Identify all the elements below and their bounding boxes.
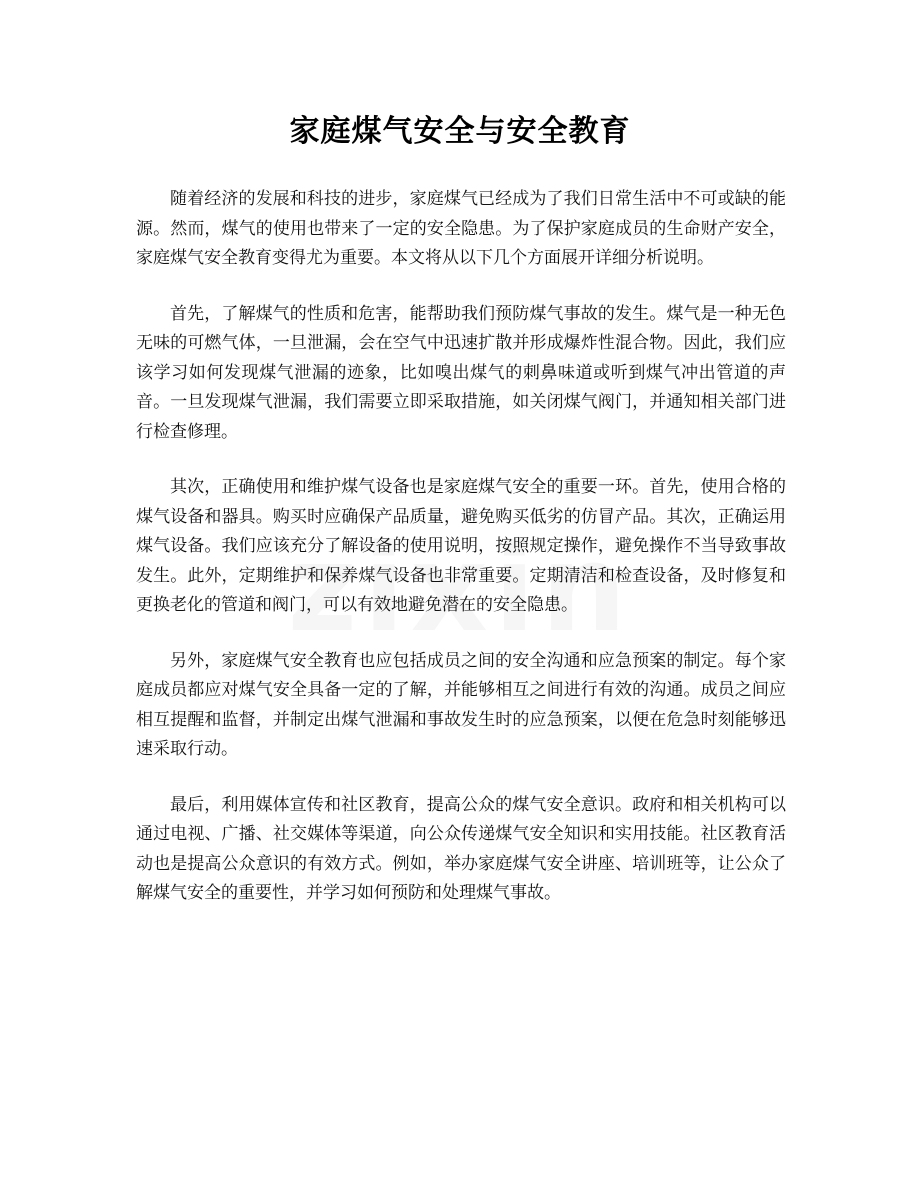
paragraph: 随着经济的发展和科技的进步，家庭煤气已经成为了我们日常生活中不可或缺的能源。然而，煤气的使用也带来了一定的安全隐患。为了保护家庭成员的生命财产安全，家庭煤气安全教育变得尤为重要。本文将从以下几个方面展开详细分析说明。 <box>136 189 786 268</box>
document-title: 家庭煤气安全与安全教育 <box>289 114 631 149</box>
paragraph: 其次，正确使用和维护煤气设备也是家庭煤气安全的重要一环。首先，使用合格的煤气设备和器具。购买时应确保产品质量，避免购买低劣的仿冒产品。其次，正确运用煤气设备。我们应该充分了解设备的使用说明，按照规定操作，避免操作不当导致事故发生。此外，定期维护和保养煤气设备也非常重要。定期清洁和检查设备，及时修复和更换老化的管道和阀门，可以有效地避免潜在的安全隐患。 <box>136 477 786 615</box>
paragraph: 最后，利用媒体宣传和社区教育，提高公众的煤气安全意识。政府和相关机构可以通过电视、广播、社交媒体等渠道，向公众传递煤气安全知识和实用技能。社区教育活动也是提高公众意识的有效方式。例如，举办家庭煤气安全讲座、培训班等，让公众了解煤气安全的重要性，并学习如何预防和处理煤气事故。 <box>136 794 786 903</box>
paragraph: 另外，家庭煤气安全教育也应包括成员之间的安全沟通和应急预案的制定。每个家庭成员都应对煤气安全具备一定的了解，并能够相互之间进行有效的沟通。成员之间应相互提醒和监督，并制定出煤气泄漏和事故发生时的应急预案，以便在危急时刻能够迅速采取行动。 <box>136 650 786 759</box>
paragraph: 首先，了解煤气的性质和危害，能帮助我们预防煤气事故的发生。煤气是一种无色无味的可燃气体，一旦泄漏，会在空气中迅速扩散并形成爆炸性混合物。因此，我们应该学习如何发现煤气泄漏的迹象，比如嗅出煤气的刺鼻味道或听到煤气冲出管道的声音。一旦发现煤气泄漏，我们需要立即采取措施，如关闭煤气阀门，并通知相关部门进行检查修理。 <box>136 303 786 442</box>
document-body <box>136 185 786 935</box>
